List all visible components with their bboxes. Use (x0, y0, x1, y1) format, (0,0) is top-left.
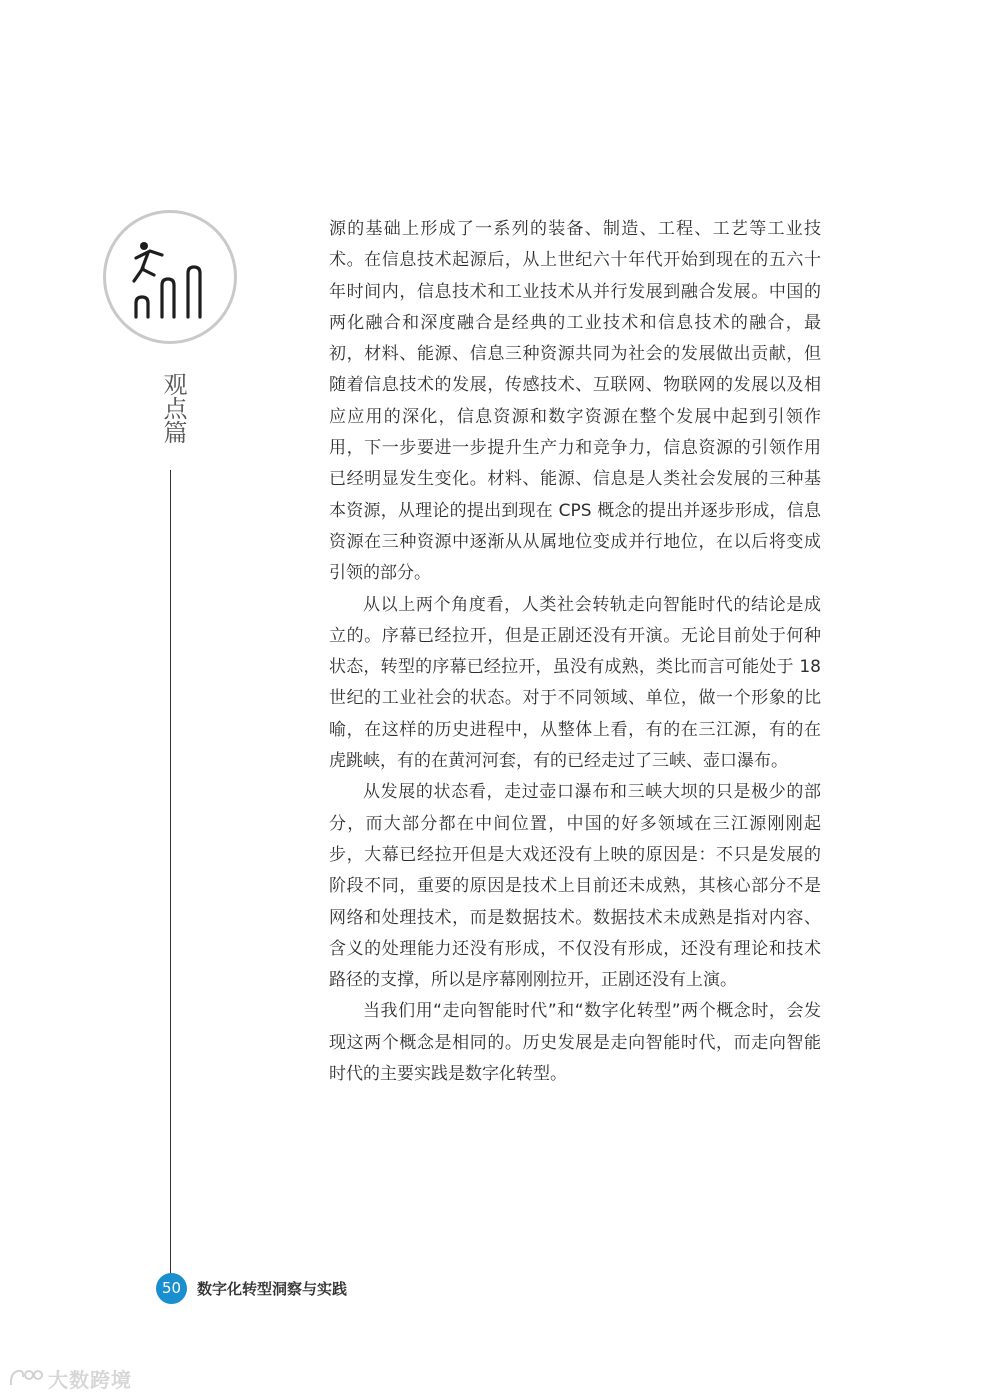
section-emblem (103, 210, 237, 344)
watermark-text: 大数跨境 (48, 1367, 132, 1392)
paragraph-1: 源的基础上形成了一系列的装备、制造、工程、工艺等工业技术。在信息技术起源后，从上世纪六十年代开始到现在的五六十年时间内，信息技术和工业技术从并行发展到融合发展。中国的两化融合和深度融合是经典的工业技术和信息技术的融合，最初，材料、能源、信息三种资源共同为社会的发展做出贡献，但随着信息技术的发展，传感技术、互联网、物联网的发展以及相应应用的深化，信息资源和数字资源在整个发展中起到引领作用，下一步要进一步提升生产力和竞争力，信息资源的引领作用已经明显发生变化。材料、能源、信息是人类社会发展的三种基本资源，从理论的提出到现在 CPS 概念的提出并逐步形成，信息资源在三种资源中逐渐从从属地位变成并行地位，在以后将变成引领的部分。 (329, 219, 821, 584)
paragraph-2: 从以上两个角度看，人类社会转轨走向智能时代的结论是成立的。序幕已经拉开，但是正剧还没有开演。无论目前处于何种状态，转型的序幕已经拉开，虽没有成熟，类比而言可能处于 18 世纪的工业社会的状态。对于不同领域、单位，做一个形象的比喻，在这样的历史进程中，从整体上看，有的在三江源，有的在虎跳峡，有的在黄河河套，有的已经走过了三峡、壶口瀑布。 (329, 594, 821, 772)
paragraph-3: 从发展的状态看，走过壶口瀑布和三峡大坝的只是极少的部分，而大部分都在中间位置，中国的好多领域在三江源刚刚起步，大幕已经拉开但是大戏还没有上映的原因是：不只是发展的阶段不同，重要的原因是技术上目前还未成熟，其核心部分不是网络和处理技术，而是数据技术。数据技术未成熟是指对内容、含义的处理能力还没有形成，不仅没有形成，还没有理论和技术路径的支撑，所以是序幕刚刚拉开，正剧还没有上演。 (329, 782, 821, 991)
watermark-logo-icon (8, 1367, 44, 1389)
page-number-badge: 50 (156, 1273, 187, 1304)
climbing-figure-bars-icon (106, 213, 234, 341)
margin-divider-line (170, 470, 171, 1276)
body-text (329, 214, 821, 1090)
paragraph-4: 当我们用“走向智能时代”和“数字化转型”两个概念时，会发现这两个概念是相同的。历史发展是走向智能时代，而走向智能时代的主要实践是数字化转型。 (329, 1001, 821, 1085)
watermark (8, 1364, 132, 1392)
section-label: 观点篇 (159, 372, 187, 444)
book-title: 数字化转型洞察与实践 (197, 1280, 348, 1298)
